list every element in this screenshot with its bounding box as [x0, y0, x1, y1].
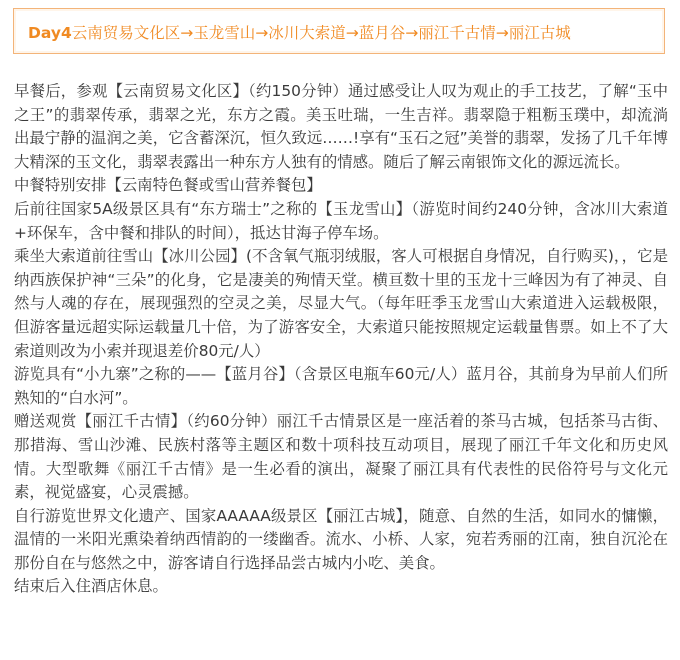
paragraph-lijiang-show: 赠送观赏【丽江千古情】（约60分钟）丽江千古情景区是一座活着的茶马古城，包括茶马古街、那措海、雪山沙滩、民族村落等主题区和数十项科技互动项目，展现了丽江千年文化和历史风情。大型歌舞《丽江千古情》是一生必看的演出，凝聚了丽江具有代表性的民俗符号与文化元素，视觉盛宴，心灵震撼。	[14, 412, 668, 502]
paragraph-glacier-park: 乘坐大索道前往雪山【冰川公园】(不含氧气瓶羽绒服，客人可根据自身情况，自行购买)，，它是纳西族保护神“三朵”的化身，它是凄美的殉情天堂。横亘数十里的玉龙十三峰因为有了神灵、自然与人魂的存在，展现强烈的空灵之美，尽显大气。（每年旺季玉龙雪山大索道进入运载极限，但游客量远超实际运载量几十倍，为了游客安全，大索道只能按照规定运载量售票。如上不了大索道则改为小索并现退差价80元/人）	[14, 247, 668, 360]
day-label: Day4	[28, 24, 72, 42]
itinerary-body	[14, 80, 668, 599]
paragraph-jade-dragon-snow-mountain: 后前往国家5A级景区具有“东方瑞士”之称的【玉龙雪山】（游览时间约240分钟，含冰川大索道+环保车，含中餐和排队的时间），抵达甘海子停车场。	[14, 199, 668, 242]
day-itinerary-header	[13, 8, 665, 54]
paragraph-lunch: 中餐特别安排【云南特色餐或雪山营养餐包】	[14, 176, 322, 195]
route-text: 云南贸易文化区→玉龙雪山→冰川大索道→蓝月谷→丽江千古情→丽江古城	[71, 24, 571, 42]
paragraph-lijiang-old-town: 自行游览世界文化遗产、国家AAAAA级景区【丽江古城】，随意、自然的生活，如同水的慵懒，温情的一米阳光熏染着纳西情韵的一缕幽香。流水、小桥、人家，宛若秀丽的江南，独自沉沦在那份自在与悠然之中，游客请自行选择品尝古城内小吃、美食。	[14, 506, 668, 572]
paragraph-blue-moon-valley: 游览具有“小九寨”之称的——【蓝月谷】（含景区电瓶车60元/人）蓝月谷，其前身为早前人们所熟知的“白水河”。	[14, 365, 668, 407]
paragraph-trade-culture-zone: 早餐后，参观【云南贸易文化区】（约150分钟）通过感受让人叹为观止的手工技艺，了解“玉中之王”的翡翠传承，翡翠之光，东方之霞。美玉吐瑞，一生吉祥。翡翠隐于粗粝玉璞中，却流淌出最宁静的温润之美，它含蓄深沉，恒久致远……!享有“玉石之冠”美誉的翡翠，发扬了几千年博大精深的玉文化，翡翠表露出一种东方人独有的情感。随后了解云南银饰文化的源远流长。	[14, 82, 668, 171]
paragraph-hotel: 结束后入住酒店休息。	[14, 577, 168, 596]
